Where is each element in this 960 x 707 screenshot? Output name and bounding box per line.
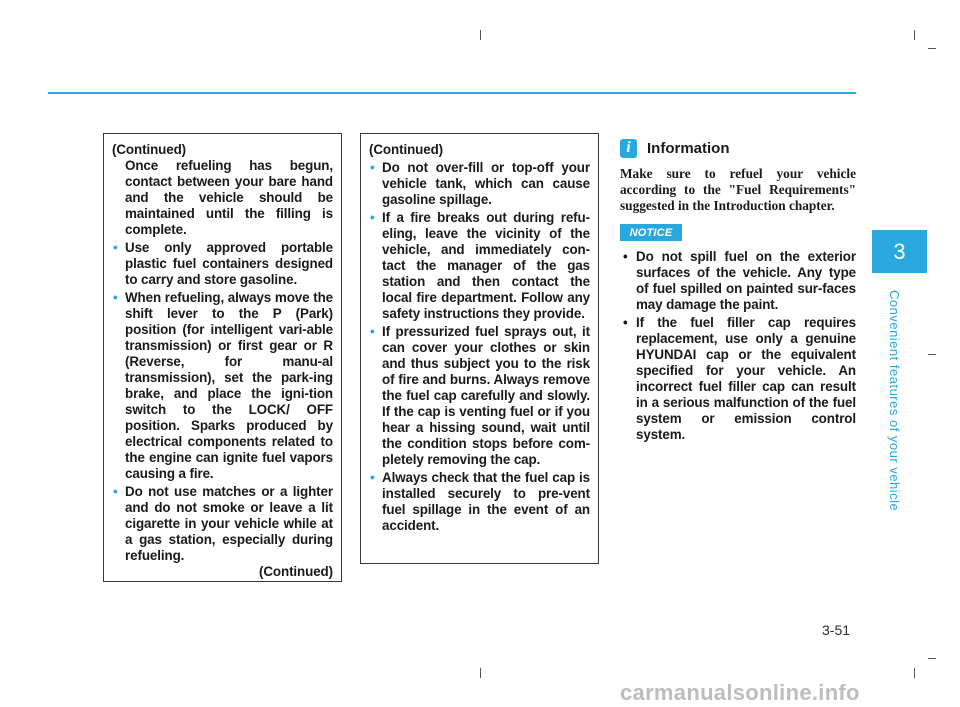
continued-label: (Continued) [369,142,444,157]
crop-mark [480,668,481,678]
bullet-icon: • [113,290,118,305]
intro-text: Once refueling has begun, contact between your bare hand and the vehicle should be maintained until the filling is complete. [125,158,333,237]
bullet-icon: • [113,484,118,499]
information-title: Information [647,139,730,157]
bullet-item: • Do not over-fill or top-off your vehicle tank, which can cause gasoline spillage. [370,160,590,207]
notice-item: • Do not spill fuel on the exterior surfaces of the vehicle. Any type of fuel spilled on painted sur-faces may damage the paint. [623,249,856,312]
bullet-item: • When refueling, always move the shift lever to the P (Park) position (for intelligent vari-able transmission) or first gear or R (Reverse, for manu-al transmission), set the park-ing brake, and place the igni-tion switch to the LOCK/ OFF position. Sparks produced by electrical components related to the engine can ignite fuel vapors causing a fire. [113,290,333,481]
bullet-icon: • [370,470,375,485]
bullet-item: • Always check that the fuel cap is installed securely to pre-vent fuel spillage in the event of an accident. [370,470,590,533]
crop-mark [928,658,936,659]
chapter-tab: 3 [872,230,927,273]
notice-item: • If the fuel filler cap requires replacement, use only a genuine HYUNDAI cap or the equivalent specified for your vehicle. An incorrect fuel filler cap can result in a serious malfunction of the fuel system or emission control system. [623,315,856,442]
continued-footer: (Continued) [258,564,333,579]
page-number: 3-51 [822,622,851,638]
bullet-icon: • [370,324,375,339]
bullet-item: • Use only approved portable plastic fuel containers designed to carry and store gasoline. [113,240,333,287]
header-rule [48,92,856,94]
bullet-icon: • [623,315,628,330]
information-text: Make sure to refuel your vehicle according to the "Fuel Requirements" suggested in the Introduction chapter. [620,166,856,213]
notice-list [620,249,856,445]
info-icon: i [620,139,637,158]
bullet-icon: • [370,160,375,175]
bullet-item: • If pressurized fuel sprays out, it can cover your clothes or skin and thus subject you to the risk of fire and burns. Always remove the fuel cap carefully and slowly. If the cap is venting fuel or if you hear a hissing sound, wait until the condition stops before com-pletely removing the cap. [370,324,590,467]
bullet-item: • If a fire breaks out during refu-eling, leave the vicinity of the vehicle, and immediately con-tact the manager of the gas station and then contact the local fire department. Follow any safety instructions they provide. [370,210,590,321]
crop-mark [928,48,936,49]
crop-mark [928,354,936,355]
warning-box-continued-2 [360,133,599,564]
bullet-icon: • [370,210,375,225]
bullet-icon: • [113,240,118,255]
warning-box-continued-1 [103,133,342,582]
bullet-item: • Do not use matches or a lighter and do not smoke or leave a lit cigarette in your vehicle while at a gas station, especially during refueling. [113,484,333,563]
notice-badge: NOTICE [620,224,682,241]
crop-mark [914,668,915,678]
information-heading [620,138,730,158]
chapter-title: Convenient features of your vehicle [887,290,902,512]
continued-label: (Continued) [112,142,187,157]
crop-mark [480,30,481,40]
bullet-icon: • [623,249,628,264]
crop-mark [914,30,915,40]
watermark: carmanualsonline.info [620,680,860,705]
